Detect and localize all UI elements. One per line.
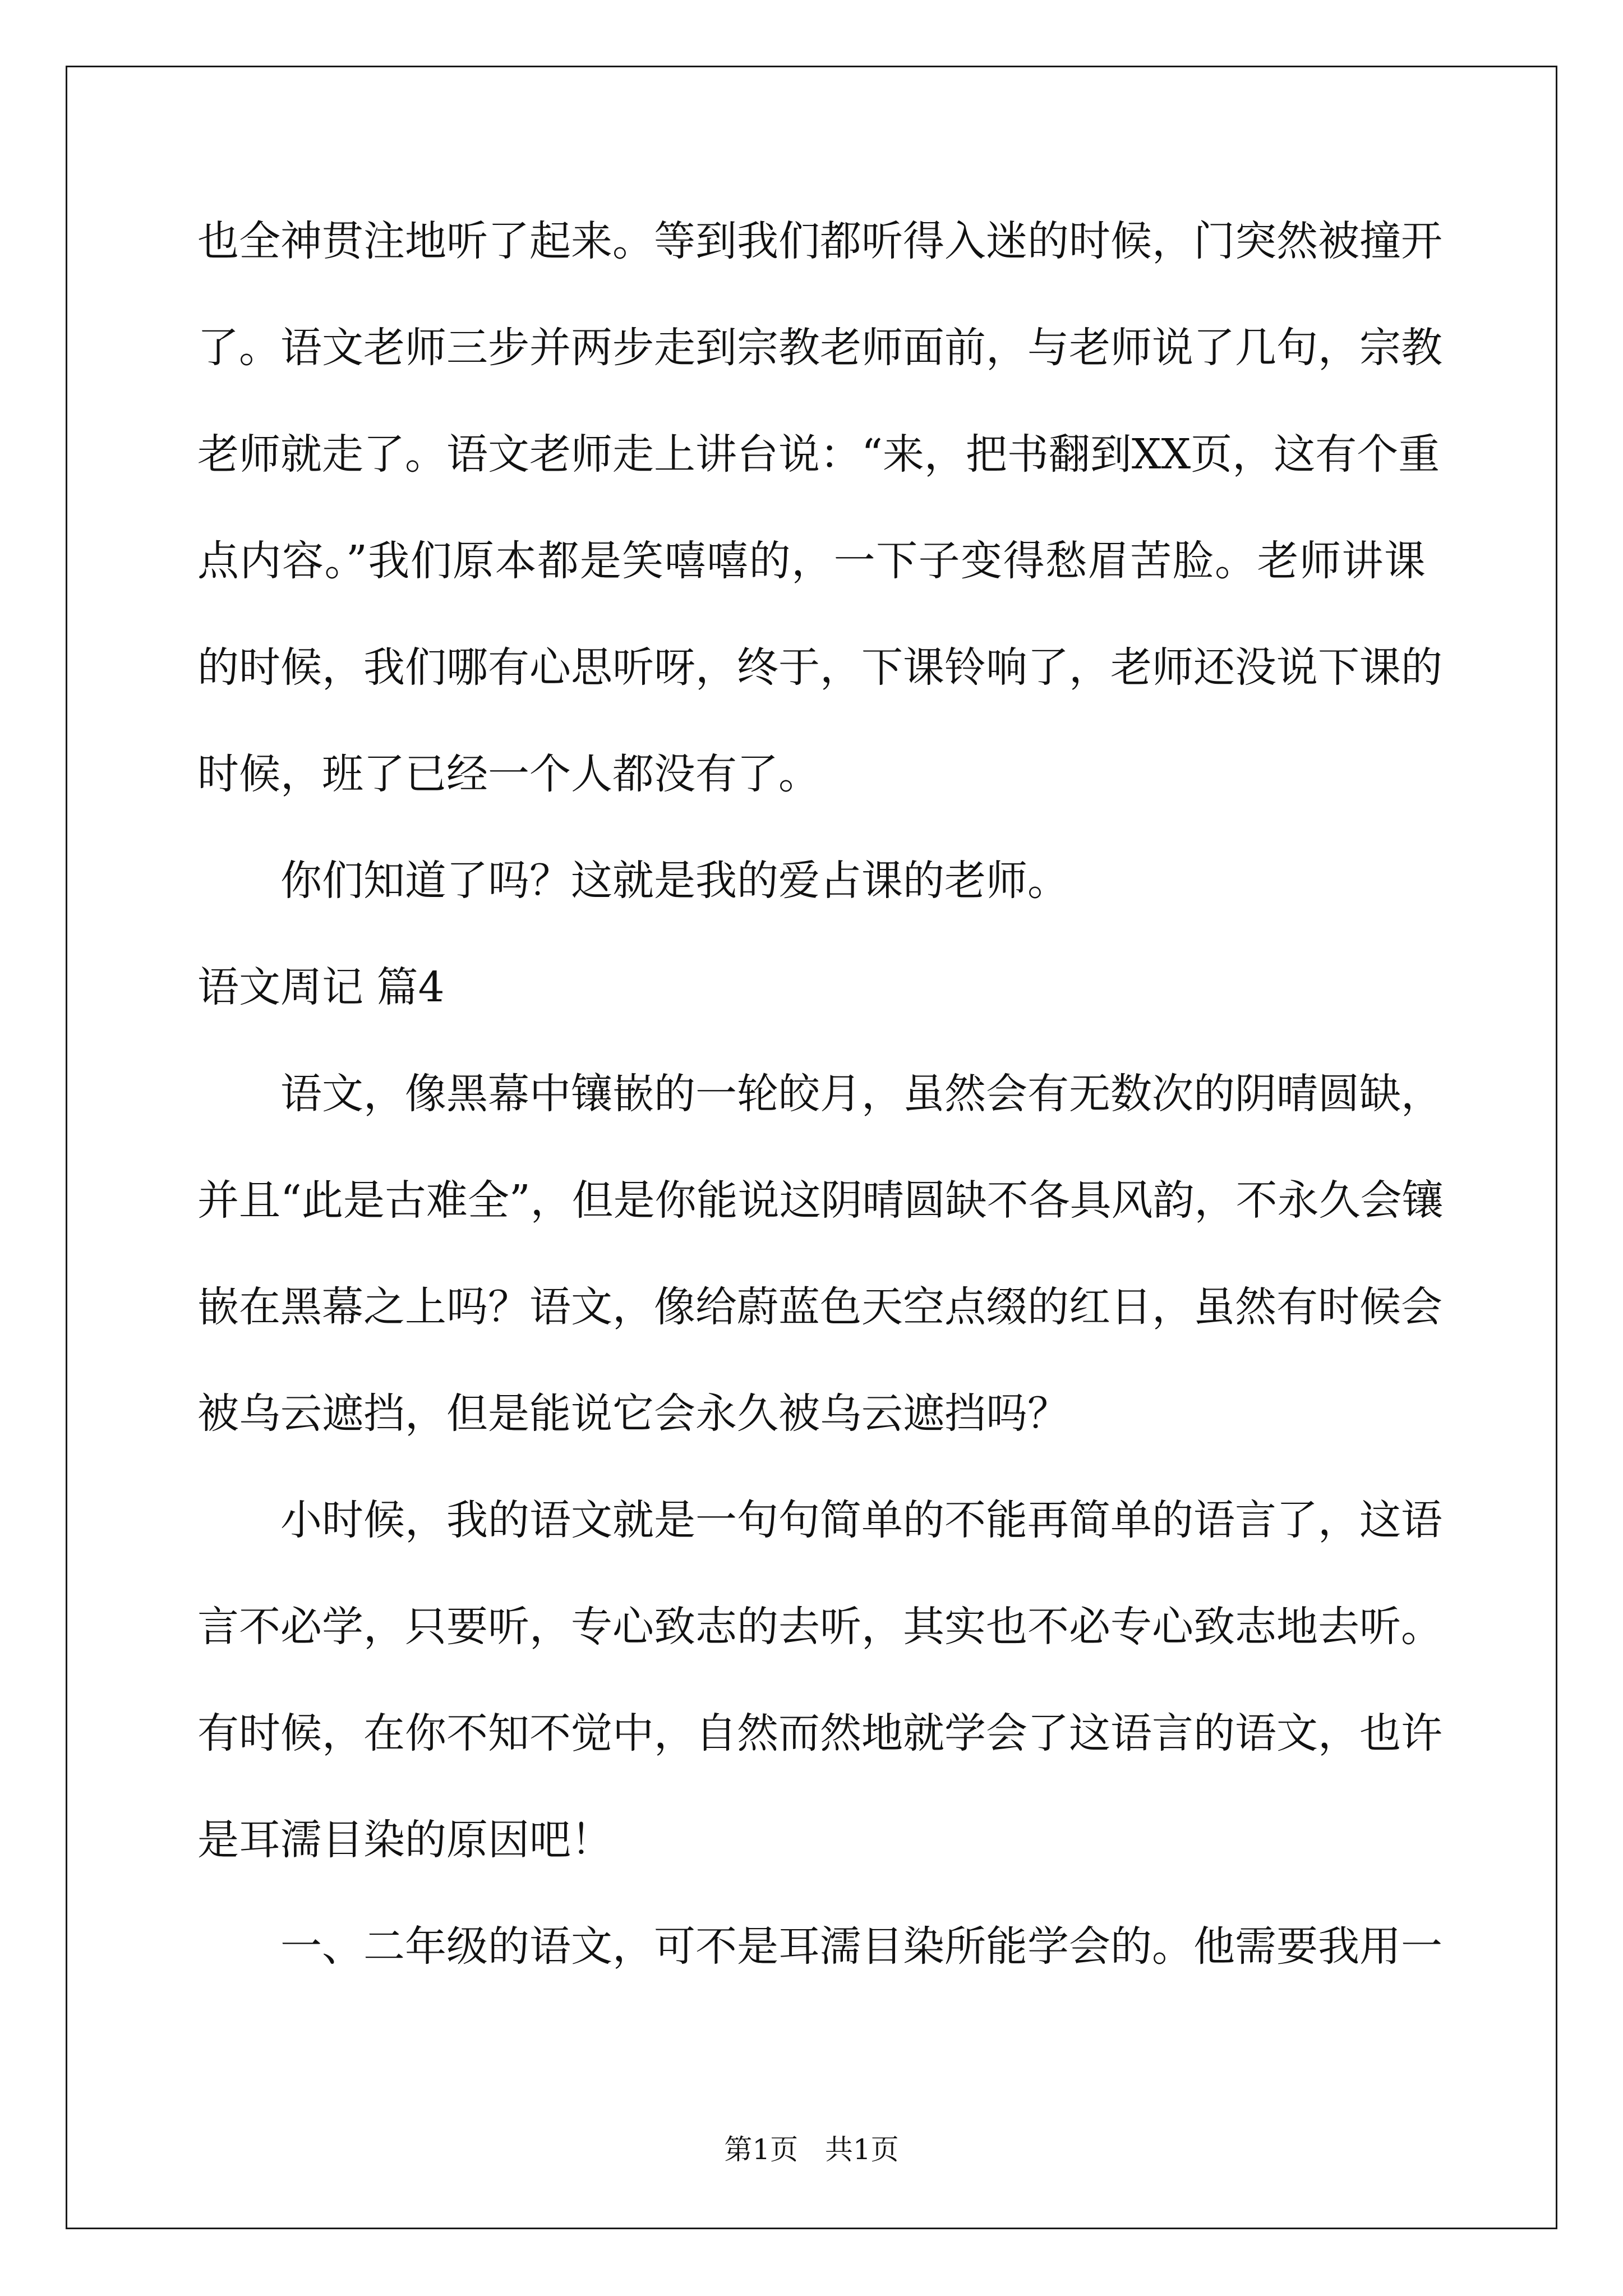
text-line: 被乌云遮挡，但是能说它会永久被乌云遮挡吗？ bbox=[197, 1389, 1069, 1438]
text-line: 嵌在黑幕之上吗？语文，像给蔚蓝色天空点缀的红日，虽然有时候会 bbox=[197, 1283, 1442, 1331]
text-line: 你们知道了吗？这就是我的爱占课的老师。 bbox=[280, 857, 1069, 905]
text-line: 一、二年级的语文，可不是耳濡目染所能学会的。他需要我用一 bbox=[280, 1922, 1442, 1971]
page-footer bbox=[0, 2133, 1623, 2166]
page-number: 第1页 bbox=[724, 2133, 799, 2166]
text-line: 了。语文老师三步并两步走到宗教老师面前，与老师说了几句，宗教 bbox=[197, 324, 1442, 372]
text-line: 是耳濡目染的原因吧！ bbox=[197, 1816, 612, 1864]
text-line: 点内容。”我们原本都是笑嘻嘻的，一下子变得愁眉苦脸。老师讲课 bbox=[197, 537, 1426, 585]
text-line: 语文，像黑幕中镶嵌的一轮皎月，虽然会有无数次的阴晴圆缺， bbox=[280, 1070, 1442, 1118]
text-line: 并且“此是古难全”，但是你能说这阴晴圆缺不各具风韵，不永久会镶 bbox=[197, 1176, 1444, 1225]
text-line: 言不必学，只要听，专心致志的去听，其实也不必专心致志地去听。 bbox=[197, 1603, 1442, 1651]
page-total: 共1页 bbox=[824, 2133, 899, 2166]
text-line: 时候，班了已经一个人都没有了。 bbox=[197, 750, 820, 798]
text-line: 也全神贯注地听了起来。等到我们都听得入迷的时候，门突然被撞开 bbox=[197, 217, 1442, 265]
text-line: 的时候，我们哪有心思听呀，终于，下课铃响了，老师还没说下课的 bbox=[197, 643, 1442, 692]
document-body bbox=[197, 217, 1444, 2031]
section-heading: 语文周记 篇4 bbox=[197, 963, 445, 1011]
text-line: 小时候，我的语文就是一句句简单的不能再简单的语言了，这语 bbox=[280, 1496, 1442, 1544]
text-line: 有时候，在你不知不觉中，自然而然地就学会了这语言的语文，也许 bbox=[197, 1709, 1442, 1757]
text-line: 老师就走了。语文老师走上讲台说：“来，把书翻到XX页，这有个重 bbox=[197, 430, 1440, 478]
